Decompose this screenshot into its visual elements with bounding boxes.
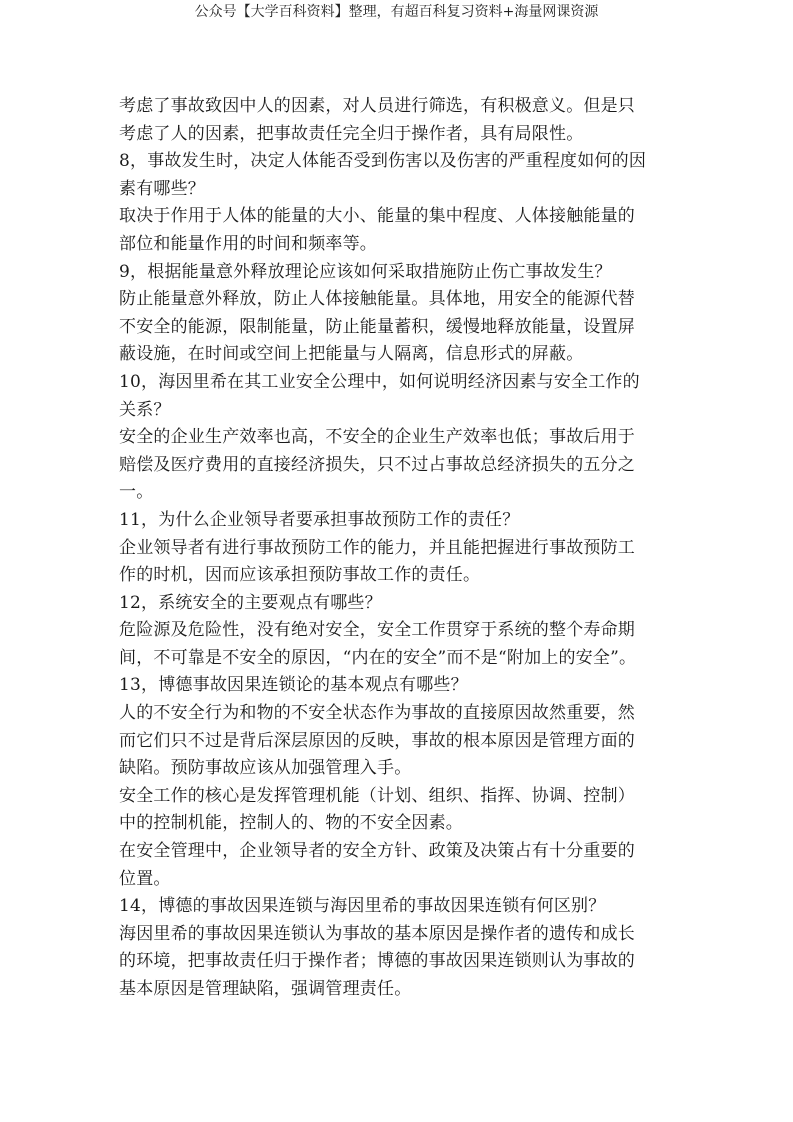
question-11: 11，为什么企业领导者要承担事故预防工作的责任？ xyxy=(119,509,520,530)
page-header: 公众号【大学百科资料】整理，有超百科复习资料+海量网课资源 xyxy=(194,4,599,20)
question-14: 14，博德的事故因果连锁与海因里希的事故因果连锁有何区别？ xyxy=(119,896,606,917)
answer-14-cont: 基本原因是管理缺陷，强调管理责任。 xyxy=(119,979,412,999)
question-13: 13，博德事故因果连锁论的基本观点有哪些？ xyxy=(119,675,468,696)
question-9: 9，根据能量意外释放理论应该如何采取措施防止伤亡事故发生？ xyxy=(119,261,612,282)
answer-10-cont: 赔偿及医疗费用的直接经济损失，只不过占事故总经济损失的五分之 xyxy=(119,454,635,475)
answer-10: 安全的企业生产效率也高，不安全的企业生产效率也低；事故后用于 xyxy=(119,427,635,448)
answer-14-cont: 的环境，把事故责任归于操作者；博德的事故因果连锁则认为事故的 xyxy=(119,951,635,972)
answer-9: 防止能量意外释放，防止人体接触能量。具体地，用安全的能源代替 xyxy=(119,289,635,310)
answer-8-cont: 部位和能量作用的时间和频率等。 xyxy=(119,233,377,254)
answer-8: 取决于作用于人体的能量的大小、能量的集中程度、人体接触能量的 xyxy=(119,206,635,227)
answer-13-cont: 位置。 xyxy=(119,868,171,889)
answer-13-cont: 在安全管理中，企业领导者的安全方针、政策及决策占有十分重要的 xyxy=(119,841,635,862)
answer-12: 危险源及危险性，没有绝对安全，安全工作贯穿于系统的整个寿命期 xyxy=(119,620,635,641)
answer-14: 海因里希的事故因果连锁认为事故的基本原因是操作者的遗传和成长 xyxy=(119,923,635,944)
answer-13: 人的不安全行为和物的不安全状态作为事故的直接原因故然重要，然 xyxy=(119,703,635,724)
question-12: 12，系统安全的主要观点有哪些？ xyxy=(119,592,382,613)
document-body xyxy=(119,93,679,1004)
question-10: 10，海因里希在其工业安全公理中，如何说明经济因素与安全工作的 xyxy=(119,371,640,392)
question-8-cont: 素有哪些？ xyxy=(119,178,205,199)
question-8: 8，事故发生时，决定人体能否受到伤害以及伤害的严重程度如何的因 xyxy=(119,151,647,172)
answer-11-cont: 作的时机，因而应该承担预防事故工作的责任。 xyxy=(119,565,481,586)
answer-12-cont: 间，不可靠是不安全的原因，“内在的安全”而不是“附加上的安全”。 xyxy=(119,647,637,668)
answer-13-cont: 缺陷。预防事故应该从加强管理入手。 xyxy=(119,758,412,779)
answer-11: 企业领导者有进行事故预防工作的能力，并且能把握进行事故预防工 xyxy=(119,537,635,558)
text-line: 考虑了事故致因中人的因素，对人员进行筛选，有积极意义。但是只 xyxy=(119,96,635,116)
answer-13-cont: 而它们只不过是背后深层原因的反映，事故的根本原因是管理方面的 xyxy=(119,730,635,751)
text-line: 考虑了人的因素，把事故责任完全归于操作者，具有局限性。 xyxy=(119,123,584,144)
answer-9-cont: 不安全的能源，限制能量，防止能量蓄积，缓慢地释放能量，设置屏 xyxy=(119,316,635,337)
question-10-cont: 关系？ xyxy=(119,399,171,420)
answer-13-cont: 中的控制机能，控制人的、物的不安全因素。 xyxy=(119,813,463,834)
answer-10-cont: 一。 xyxy=(119,482,154,503)
answer-13-cont: 安全工作的核心是发挥管理机能（计划、组织、指挥、协调、控制） xyxy=(119,785,635,806)
answer-9-cont: 蔽设施，在时间或空间上把能量与人隔离，信息形式的屏蔽。 xyxy=(119,344,584,365)
